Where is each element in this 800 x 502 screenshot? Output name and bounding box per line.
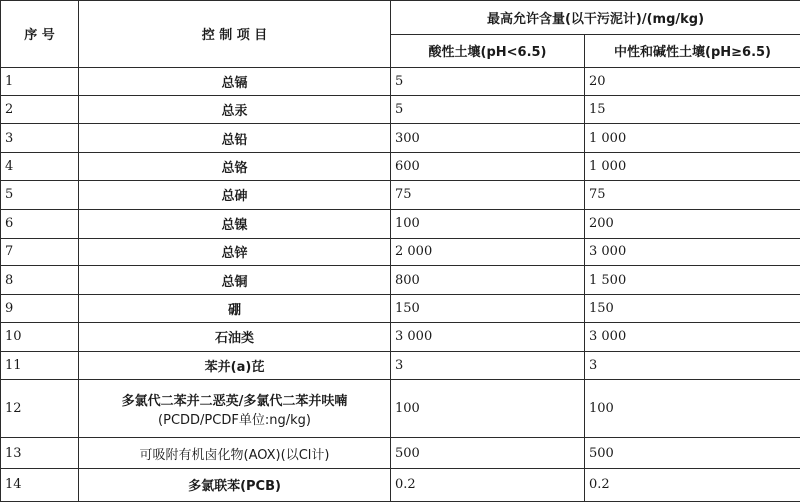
table-row (1, 351, 800, 380)
row-neutral-value: 200 (585, 209, 800, 238)
row-no: 5 (1, 180, 79, 209)
row-item: 可吸附有机卤化物(AOX)(以Cl计) (79, 438, 391, 469)
row-neutral-value: 100 (585, 380, 800, 438)
header-row-1 (1, 1, 800, 35)
row-no: 10 (1, 322, 79, 351)
table-row (1, 124, 800, 153)
header-max-content: 最高允许含量(以干污泥计)/(mg/kg) (391, 1, 800, 35)
row-no: 8 (1, 266, 79, 295)
row-neutral-value: 150 (585, 295, 800, 323)
row-no: 12 (1, 380, 79, 438)
table-row (1, 153, 800, 181)
row-no: 1 (1, 67, 79, 95)
row-no: 4 (1, 153, 79, 181)
row-acid-value: 3 (391, 351, 585, 380)
row-acid-value: 600 (391, 153, 585, 181)
row-no: 2 (1, 95, 79, 124)
row-neutral-value: 1 000 (585, 153, 800, 181)
row-no: 9 (1, 295, 79, 323)
row-item: 石油类 (79, 322, 391, 351)
row-neutral-value: 500 (585, 438, 800, 469)
row-neutral-value: 20 (585, 67, 800, 95)
row-neutral-value: 1 000 (585, 124, 800, 153)
row-neutral-value: 15 (585, 95, 800, 124)
row-acid-value: 100 (391, 380, 585, 438)
row-item: 硼 (79, 295, 391, 323)
table-row (1, 322, 800, 351)
row-item-line1: 多氯代二苯并二恶英/多氯代二苯并呋喃 (121, 393, 348, 409)
row-item: 总镉 (79, 67, 391, 95)
row-item: 总铅 (79, 124, 391, 153)
row-neutral-value: 3 000 (585, 238, 800, 266)
row-no: 6 (1, 209, 79, 238)
row-acid-value: 800 (391, 266, 585, 295)
row-no: 3 (1, 124, 79, 153)
row-acid-value: 150 (391, 295, 585, 323)
table-row (1, 209, 800, 238)
header-acid-soil: 酸性土壤(pH<6.5) (391, 34, 585, 67)
row-item: 总镍 (79, 209, 391, 238)
row-acid-value: 5 (391, 67, 585, 95)
row-acid-value: 2 000 (391, 238, 585, 266)
row-no: 7 (1, 238, 79, 266)
row-item: 多氯联苯(PCB) (79, 468, 391, 501)
table-row (1, 438, 800, 469)
table-row (1, 380, 800, 438)
row-neutral-value: 75 (585, 180, 800, 209)
table-row (1, 95, 800, 124)
header-item: 控 制 项 目 (79, 1, 391, 68)
table-row (1, 468, 800, 501)
row-acid-value: 300 (391, 124, 585, 153)
table-row (1, 180, 800, 209)
row-item: 总汞 (79, 95, 391, 124)
row-item: 总铜 (79, 266, 391, 295)
table-row (1, 295, 800, 323)
row-item-multiline (79, 380, 391, 438)
table-row (1, 266, 800, 295)
row-no: 13 (1, 438, 79, 469)
row-no: 14 (1, 468, 79, 501)
row-item: 苯并(a)芘 (79, 351, 391, 380)
table-row (1, 238, 800, 266)
row-neutral-value: 3 (585, 351, 800, 380)
row-acid-value: 75 (391, 180, 585, 209)
table-row (1, 67, 800, 95)
row-item: 总铬 (79, 153, 391, 181)
row-acid-value: 5 (391, 95, 585, 124)
row-item: 总砷 (79, 180, 391, 209)
header-neutral-soil: 中性和碱性土壤(pH≥6.5) (585, 34, 800, 67)
row-acid-value: 3 000 (391, 322, 585, 351)
row-item-line2: (PCDD/PCDF单位:ng/kg) (158, 412, 311, 428)
row-item: 总锌 (79, 238, 391, 266)
row-neutral-value: 1 500 (585, 266, 800, 295)
row-acid-value: 100 (391, 209, 585, 238)
row-neutral-value: 3 000 (585, 322, 800, 351)
row-neutral-value: 0.2 (585, 468, 800, 501)
row-no: 11 (1, 351, 79, 380)
row-acid-value: 0.2 (391, 468, 585, 501)
row-acid-value: 500 (391, 438, 585, 469)
header-no: 序 号 (1, 1, 79, 68)
